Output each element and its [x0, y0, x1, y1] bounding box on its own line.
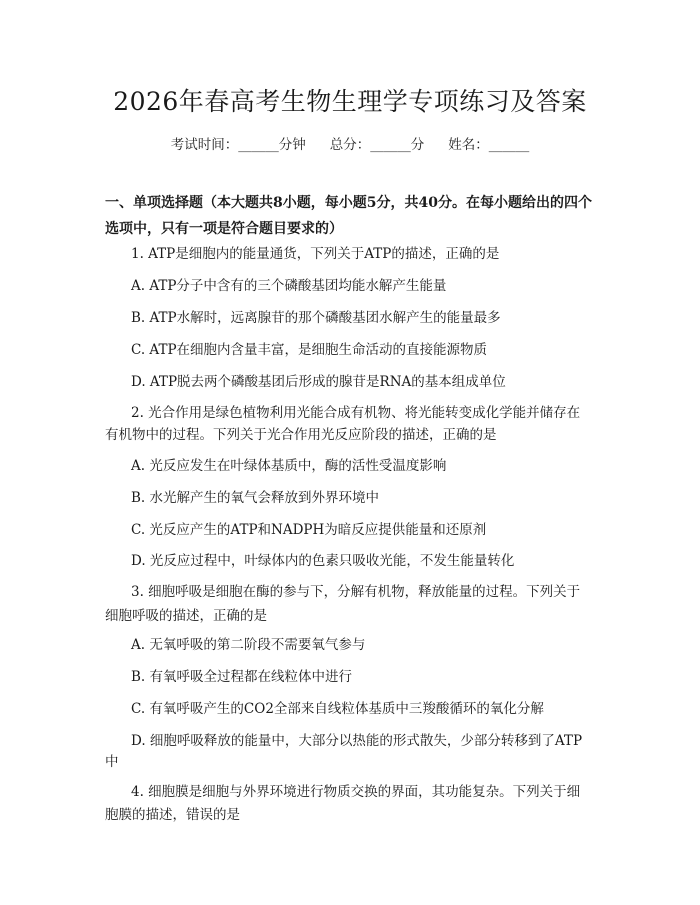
section-heading-line: 一、单项选择题（本大题共8小题，每小题5分，共40分。在每小题给出的四个	[105, 195, 592, 211]
option-b: B. ATP水解时，远离腺苷的那个磷酸基团水解产生的能量最多	[131, 310, 501, 326]
score-field: 总分：______分	[329, 137, 425, 153]
question-stem: 3. 细胞呼吸是细胞在酶的参与下，分解有机物，释放能量的过程。下列关于	[131, 584, 581, 600]
question-stem: 2. 光合作用是绿色植物利用光能合成有机物、将光能转变成化学能并储存在	[131, 405, 581, 421]
option-d: D. ATP脱去两个磷酸基团后形成的腺苷是RNA的基本组成单位	[131, 374, 506, 390]
section-heading	[105, 190, 600, 242]
question-stem-continued: 胞膜的描述，错误的是	[105, 807, 240, 823]
option-a: A. 光反应发生在叶绿体基质中，酶的活性受温度影响	[131, 458, 447, 474]
option-d: D. 细胞呼吸释放的能量中，大部分以热能的形式散失，少部分转移到了ATP	[131, 733, 583, 749]
section-heading-line: 选项中，只有一项是符合题目要求的）	[105, 221, 343, 237]
option-d-continued: 中	[105, 754, 119, 770]
name-field: 姓名：______	[448, 137, 530, 153]
question-stem: 1. ATP是细胞内的能量通货，下列关于ATP的描述，正确的是	[131, 246, 500, 262]
option-b: B. 有氧呼吸全过程都在线粒体中进行	[131, 669, 353, 685]
exam-meta	[0, 133, 700, 153]
option-d: D. 光反应过程中，叶绿体内的色素只吸收光能，不发生能量转化	[131, 553, 515, 569]
question-stem: 4. 细胞膜是细胞与外界环境进行物质交换的界面，其功能复杂。下列关于细	[131, 784, 581, 800]
question-stem-continued: 有机物中的过程。下列关于光合作用光反应阶段的描述，正确的是	[105, 427, 497, 443]
option-c: C. ATP在细胞内含量丰富，是细胞生命活动的直接能源物质	[131, 342, 488, 358]
option-c: C. 光反应产生的ATP和NADPH为暗反应提供能量和还原剂	[131, 522, 487, 538]
page-title: 2026年春高考生物生理学专项练习及答案	[113, 87, 587, 116]
option-a: A. ATP分子中含有的三个磷酸基团均能水解产生能量	[131, 278, 447, 294]
option-b: B. 水光解产生的氧气会释放到外界环境中	[131, 490, 380, 506]
time-field: 考试时间：______分钟	[170, 137, 306, 153]
option-c: C. 有氧呼吸产生的CO2全部来自线粒体基质中三羧酸循环的氧化分解	[131, 701, 544, 717]
question-stem-continued: 细胞呼吸的描述，正确的是	[105, 608, 267, 624]
option-a: A. 无氧呼吸的第二阶段不需要氧气参与	[131, 637, 366, 653]
